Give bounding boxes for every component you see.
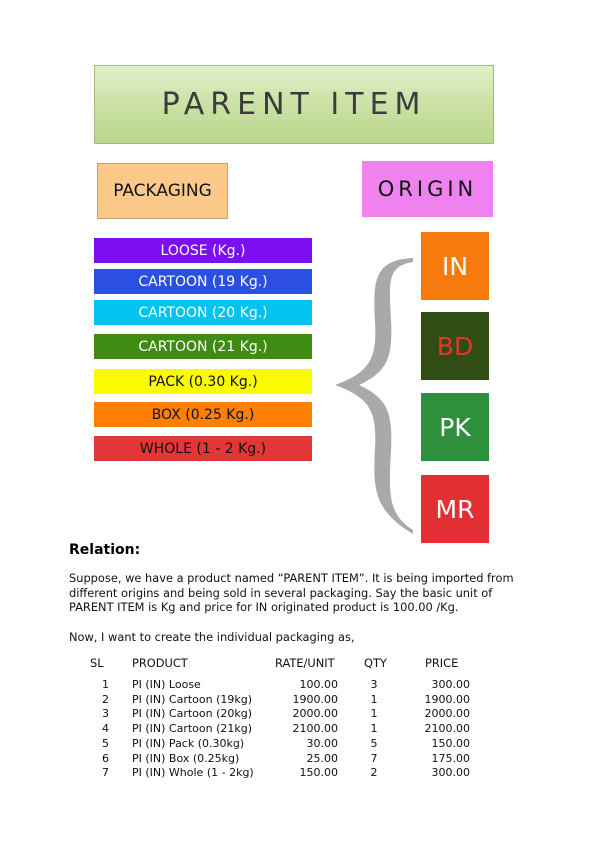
table-cell-price: 175.00 [431, 751, 470, 765]
table-cell-product: PI (IN) Box (0.25kg) [132, 751, 240, 765]
origin-box-in: IN [421, 232, 489, 300]
table-header-price: PRICE [425, 656, 459, 670]
table-cell-price: 1900.00 [424, 692, 470, 706]
table-cell-qty: 1 [370, 692, 378, 706]
origin-box-bd: BD [421, 312, 489, 380]
packaging-heading: PACKAGING [97, 163, 228, 219]
table-cell-qty: 5 [370, 736, 378, 750]
table-cell-sl: 6 [102, 751, 109, 765]
parent-item-banner [94, 65, 494, 144]
table-cell-rate: 30.00 [306, 736, 338, 750]
table-cell-sl: 5 [102, 736, 109, 750]
relation-title: Relation: [69, 542, 141, 558]
table-cell-price: 2000.00 [424, 707, 470, 721]
origin-box-pk: PK [421, 393, 489, 461]
table-cell-rate: 100.00 [299, 678, 338, 691]
table-cell-qty: 1 [370, 707, 378, 721]
table-cell-product: PI (IN) Cartoon (21kg) [132, 722, 253, 736]
curly-brace [325, 252, 420, 542]
table-cell-sl: 3 [102, 707, 109, 721]
parent-item-title: PARENT ITEM [161, 87, 427, 122]
table-cell-price: 300.00 [431, 766, 470, 780]
table-header-rate: RATE/UNIT [275, 656, 335, 670]
packaging-item-cartoon-21: CARTOON (21 Kg.) [94, 334, 312, 359]
table-cell-qty: 7 [370, 751, 378, 765]
table-cell-product: PI (IN) Whole (1 - 2kg) [132, 766, 254, 780]
table-cell-sl: 4 [102, 722, 109, 736]
table-cell-product: PI (IN) Cartoon (19kg) [132, 692, 253, 706]
origin-box-mr: MR [421, 475, 489, 543]
relation-intro: Now, I want to create the individual packaging as, [69, 630, 355, 644]
table-cell-product: PI (IN) Loose [132, 678, 201, 691]
packaging-item-box: BOX (0.25 Kg.) [94, 402, 312, 427]
table-header-sl: SL [90, 656, 104, 670]
table-cell-sl: 1 [102, 678, 109, 691]
table-cell-product: PI (IN) Pack (0.30kg) [132, 736, 245, 750]
packaging-item-cartoon-19: CARTOON (19 Kg.) [94, 269, 312, 294]
packaging-item-whole: WHOLE (1 - 2 Kg.) [94, 436, 312, 461]
origin-heading: ORIGIN [362, 161, 493, 217]
relation-paragraph: Suppose, we have a product named “PARENT ITEM”. It is being imported from different origins and being sold in several packaging. Say the basic unit of PARENT ITEM is Kg and price for IN originated product is 100.00 /Kg. [69, 571, 514, 614]
table-cell-price: 300.00 [431, 678, 470, 691]
table-header-qty: QTY [364, 656, 387, 670]
packaging-item-loose: LOOSE (Kg.) [94, 238, 312, 263]
packaging-item-pack: PACK (0.30 Kg.) [94, 369, 312, 394]
table-cell-rate: 150.00 [299, 766, 338, 780]
table-cell-qty: 1 [370, 722, 378, 736]
table-cell-sl: 2 [102, 692, 109, 706]
table-cell-product: PI (IN) Cartoon (20kg) [132, 707, 253, 721]
table-cell-price: 150.00 [431, 736, 470, 750]
packaging-item-cartoon-20: CARTOON (20 Kg.) [94, 300, 312, 325]
table-cell-price: 2100.00 [424, 722, 470, 736]
table-cell-qty: 2 [370, 766, 378, 780]
table-cell-rate: 2000.00 [292, 707, 338, 721]
table-cell-rate: 2100.00 [292, 722, 338, 736]
table-header-product: PRODUCT [132, 656, 188, 670]
table-cell-qty: 3 [370, 678, 378, 691]
table-cell-rate: 25.00 [306, 751, 338, 765]
table-cell-rate: 1900.00 [292, 692, 338, 706]
table-cell-sl: 7 [102, 766, 109, 780]
